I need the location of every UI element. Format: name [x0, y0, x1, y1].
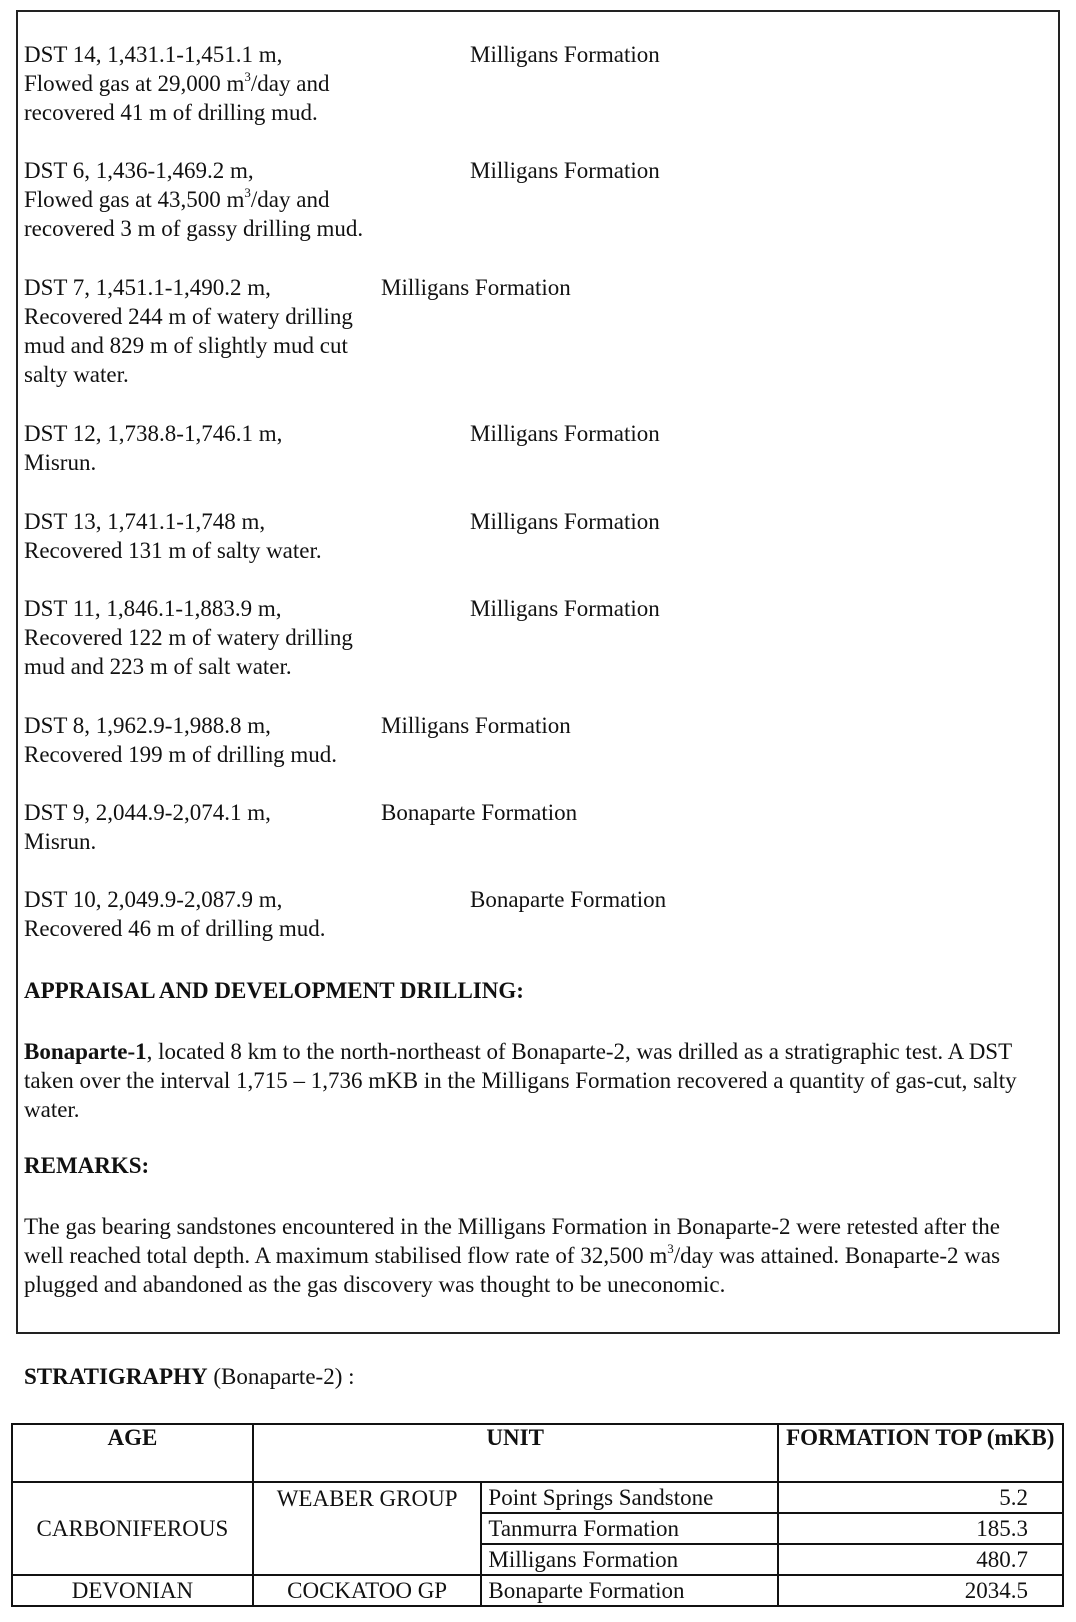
- dst-formation: Bonaparte Formation: [470, 887, 667, 912]
- dst-result: Recovered 244 m of watery drilling: [24, 304, 353, 329]
- header-formation-top: FORMATION TOP (mKB): [778, 1424, 1063, 1482]
- dst-result: Recovered 46 m of drilling mud.: [24, 916, 326, 941]
- dst-interval: DST 7, 1,451.1-1,490.2 m,: [24, 275, 271, 300]
- table-row: [12, 1482, 1063, 1513]
- remarks-heading: REMARKS:: [24, 1153, 150, 1178]
- table-header-row: [12, 1424, 1063, 1482]
- dst-entry: [24, 273, 684, 389]
- formation-top-cell: 2034.5: [778, 1575, 1063, 1606]
- formation-cell: Bonaparte Formation: [481, 1575, 777, 1606]
- dst-result: Flowed gas at 43,500 $m^3$/day and: [24, 185, 330, 212]
- dst-result: Flowed gas at 29,000 $m^3$/day and: [24, 69, 330, 96]
- appraisal-paragraph: Bonaparte-1, located 8 km to the north-northeast of Bonaparte-2, was drilled as a stratigraphic test. A DST taken over the interval 1,715 – 1,736 mKB in the Milligans Formation recovered a quantity of gas-cut, salty water.: [24, 1039, 1017, 1122]
- formation-top-cell: 5.2: [778, 1482, 1063, 1513]
- dst-result: Recovered 199 m of drilling mud.: [24, 742, 337, 767]
- dst-result: Recovered 131 m of salty water.: [24, 538, 322, 563]
- dst-result: Misrun.: [24, 829, 97, 854]
- formation-cell: Tanmurra Formation: [481, 1513, 777, 1544]
- dst-interval: DST 11, 1,846.1-1,883.9 m,: [24, 596, 282, 621]
- appraisal-heading: APPRAISAL AND DEVELOPMENT DRILLING:: [24, 978, 524, 1003]
- formation-top-cell: 185.3: [778, 1513, 1063, 1544]
- dst-entry: [24, 711, 684, 769]
- dst-entry: [24, 156, 684, 243]
- dst-interval: DST 10, 2,049.9-2,087.9 m,: [24, 887, 283, 912]
- dst-result: mud and 829 m of slightly mud cut: [24, 333, 348, 358]
- dst-interval: DST 12, 1,738.8-1,746.1 m,: [24, 421, 283, 446]
- dst-formation: Milligans Formation: [470, 596, 660, 621]
- remarks-paragraph: The gas bearing sandstones encountered in the Milligans Formation in Bonaparte-2 were retested after the well reached total depth. A maximum stabilised flow rate of 32,500 $m^3$/day was attained. Bonaparte-2 was plugged and abandoned as the gas discovery was thought to be uneconomic.: [24, 1214, 1001, 1297]
- dst-formation: Milligans Formation: [470, 421, 660, 446]
- dst-formation: Milligans Formation: [470, 509, 660, 534]
- well-name: Bonaparte-1: [24, 1039, 147, 1064]
- group-cell: COCKATOO GP: [253, 1575, 482, 1606]
- dst-interval: DST 14, 1,431.1-1,451.1 m,: [24, 42, 283, 67]
- dst-entry: [24, 594, 684, 681]
- dst-interval: DST 13, 1,741.1-1,748 m,: [24, 509, 266, 534]
- dst-formation: Milligans Formation: [470, 42, 660, 67]
- header-unit: UNIT: [253, 1424, 778, 1482]
- dst-result: Misrun.: [24, 450, 97, 475]
- age-cell: CARBONIFEROUS: [12, 1482, 253, 1575]
- dst-result: recovered 41 m of drilling mud.: [24, 100, 318, 125]
- dst-result: salty water.: [24, 362, 129, 387]
- dst-result: mud and 223 m of salt water.: [24, 654, 292, 679]
- group-cell: WEABER GROUP: [253, 1482, 482, 1575]
- dst-entry: [24, 507, 684, 565]
- dst-result: recovered 3 m of gassy drilling mud.: [24, 216, 364, 241]
- formation-top-cell: 480.7: [778, 1544, 1063, 1575]
- dst-entry: [24, 40, 684, 127]
- table-row: [12, 1575, 1063, 1606]
- dst-entry: [24, 798, 684, 856]
- dst-interval: DST 9, 2,044.9-2,074.1 m,: [24, 800, 271, 825]
- dst-formation: Milligans Formation: [470, 158, 660, 183]
- dst-formation: Milligans Formation: [381, 275, 571, 300]
- age-cell: DEVONIAN: [12, 1575, 253, 1606]
- stratigraphy-title: STRATIGRAPHY (Bonaparte-2) :: [24, 1364, 355, 1389]
- dst-entry: [24, 885, 684, 943]
- stratigraphy-table: [11, 1423, 1064, 1607]
- dst-entry: [24, 419, 684, 477]
- dst-interval: DST 6, 1,436-1,469.2 m,: [24, 158, 254, 183]
- formation-cell: Point Springs Sandstone: [481, 1482, 777, 1513]
- dst-formation: Bonaparte Formation: [381, 800, 578, 825]
- dst-formation: Milligans Formation: [381, 713, 571, 738]
- formation-cell: Milligans Formation: [481, 1544, 777, 1575]
- dst-result: Recovered 122 m of watery drilling: [24, 625, 353, 650]
- dst-interval: DST 8, 1,962.9-1,988.8 m,: [24, 713, 271, 738]
- header-age: AGE: [12, 1424, 253, 1482]
